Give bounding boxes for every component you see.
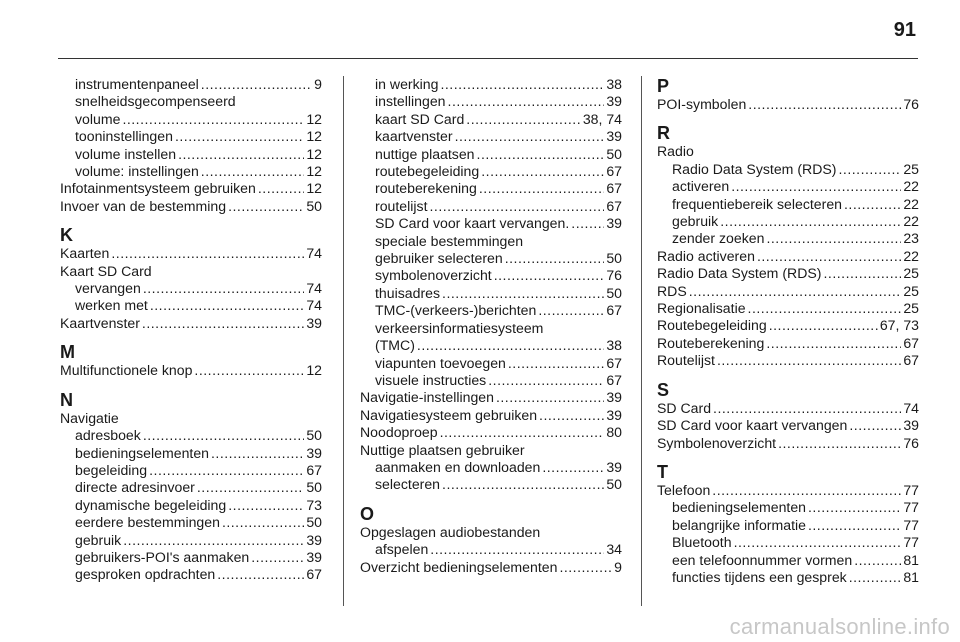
index-entry xyxy=(657,552,919,569)
dot-leader xyxy=(197,479,304,496)
index-letter-heading: O xyxy=(360,503,375,524)
index-entry xyxy=(657,248,919,265)
watermark: carmanualsonline.info xyxy=(729,614,950,639)
index-term: Kaartvenster xyxy=(60,314,140,331)
index-term: een telefoonnummer vormen xyxy=(672,551,853,568)
page-reference[interactable]: 39 xyxy=(606,93,622,110)
index-term: belangrijke informatie xyxy=(672,516,806,533)
index-term: Routeberekening xyxy=(657,334,765,351)
index-term: symbolenoverzicht xyxy=(375,267,492,284)
dot-leader xyxy=(713,400,901,417)
index-term: gebruik xyxy=(672,213,719,230)
page-reference[interactable]: 76 xyxy=(903,434,919,451)
dot-leader xyxy=(258,180,304,197)
page-reference[interactable]: 22 xyxy=(903,247,919,264)
index-entry xyxy=(657,196,919,213)
page-reference[interactable]: 50 xyxy=(606,145,622,162)
index-term: visuele instructies xyxy=(375,371,487,388)
index-entry xyxy=(60,76,322,93)
index-column-3 xyxy=(657,76,919,586)
index-letter-heading: R xyxy=(657,123,670,144)
index-entry xyxy=(60,315,322,332)
index-letter-heading: S xyxy=(657,379,670,400)
index-term: Radio Data System (RDS) xyxy=(672,160,837,177)
index-entry xyxy=(657,499,919,516)
dot-leader xyxy=(466,111,581,128)
index-entry xyxy=(657,534,919,551)
page-reference[interactable]: 25 xyxy=(903,265,919,282)
index-column-1 xyxy=(60,76,322,584)
index-entry xyxy=(657,352,919,369)
index-entry xyxy=(657,435,919,452)
page-reference[interactable]: 50 xyxy=(306,427,322,444)
page-reference[interactable]: 38 xyxy=(606,337,622,354)
index-term: routelijst xyxy=(375,197,428,214)
column-divider xyxy=(343,76,344,606)
index-entry xyxy=(657,317,919,334)
dot-leader xyxy=(808,499,901,516)
index-entry xyxy=(360,111,622,128)
index-entry xyxy=(60,163,322,180)
page-reference[interactable]: 77 xyxy=(903,499,919,516)
page-reference[interactable]: 9 xyxy=(314,76,322,92)
dot-leader xyxy=(440,76,604,93)
dot-leader xyxy=(430,541,604,558)
index-term: bedieningselementen xyxy=(672,499,806,516)
index-term: Kaarten xyxy=(60,245,110,262)
page-reference[interactable]: 74 xyxy=(306,245,322,262)
index-entry-text: Radio xyxy=(657,143,694,160)
index-term: gebruiker selecteren xyxy=(375,250,503,267)
dot-leader xyxy=(429,198,604,215)
index-letter-heading: K xyxy=(60,225,73,246)
index-term: Routelijst xyxy=(657,352,715,369)
page-reference[interactable]: 12 xyxy=(306,180,322,197)
index-term: volume: instellingen xyxy=(75,163,199,180)
index-entry xyxy=(360,267,622,284)
dot-leader xyxy=(440,424,605,441)
page-reference[interactable]: 77 xyxy=(903,534,919,551)
index-entry xyxy=(360,337,622,354)
index-term: volume instellen xyxy=(75,145,177,162)
page-reference[interactable]: 50 xyxy=(306,479,322,496)
index-entry xyxy=(360,302,622,319)
index-term: werken met xyxy=(75,297,148,314)
index-entry xyxy=(657,335,919,352)
index-entry xyxy=(657,161,919,178)
index-term: gebruikers-POI's aanmaken xyxy=(75,548,250,565)
dot-leader xyxy=(496,389,604,406)
page-reference[interactable]: 81 xyxy=(903,568,919,585)
dot-leader xyxy=(488,372,604,389)
index-term: kaartvenster xyxy=(375,128,453,145)
index-term: Radio activeren xyxy=(657,247,755,264)
dot-leader xyxy=(194,362,304,379)
page-reference[interactable]: 81 xyxy=(903,551,919,568)
page-reference[interactable]: 23 xyxy=(903,230,919,247)
dot-leader xyxy=(766,335,901,352)
index-entry xyxy=(657,96,919,113)
page-reference[interactable]: 22 xyxy=(903,213,919,230)
page-reference[interactable]: 39 xyxy=(306,314,322,331)
dot-leader xyxy=(442,285,604,302)
index-entry xyxy=(360,180,622,197)
page-reference[interactable]: 67 xyxy=(606,180,622,197)
dot-leader xyxy=(748,300,902,317)
page-reference[interactable]: 39 xyxy=(306,531,322,548)
dot-leader xyxy=(844,196,901,213)
index-term: zender zoeken xyxy=(672,230,765,247)
index-term: Routebegeleiding xyxy=(657,317,767,334)
index-term: selecteren xyxy=(375,476,441,493)
index-entry-text: Navigatie xyxy=(60,409,119,426)
index-entry xyxy=(60,297,322,314)
dot-leader xyxy=(251,549,304,566)
page-reference[interactable]: 12 xyxy=(306,362,322,379)
index-entry xyxy=(360,372,622,389)
page-reference[interactable]: 12 xyxy=(306,163,322,180)
index-entry xyxy=(657,400,919,417)
index-term: gesproken opdrachten xyxy=(75,566,216,583)
dot-leader xyxy=(442,476,604,493)
page-reference[interactable]: 67 xyxy=(903,352,919,369)
index-entry xyxy=(60,427,322,444)
index-term: RDS xyxy=(657,282,687,299)
index-entry-text: verkeersinformatiesysteem xyxy=(375,319,544,336)
page-reference[interactable]: 12 xyxy=(306,145,322,162)
index-entry xyxy=(360,389,622,406)
index-term: Bluetooth xyxy=(672,534,732,551)
index-term: Navigatiesysteem gebruiken xyxy=(360,406,538,423)
index-term: SD Card xyxy=(657,399,712,416)
dot-leader xyxy=(731,178,901,195)
index-term: (TMC) xyxy=(375,337,415,354)
index-term: TMC-(verkeers-)berichten xyxy=(375,302,537,319)
dot-leader xyxy=(494,267,605,284)
page-reference[interactable]: 67 xyxy=(606,163,622,180)
page-reference[interactable]: 50 xyxy=(306,197,322,214)
index-entry xyxy=(60,549,322,566)
dot-leader xyxy=(838,161,901,178)
index-entry xyxy=(657,517,919,534)
dot-leader xyxy=(178,146,304,163)
index-term: Telefoon xyxy=(657,481,711,498)
column-divider xyxy=(641,76,642,606)
index-letter-heading: M xyxy=(60,342,75,363)
index-entry xyxy=(60,362,322,379)
index-entry xyxy=(360,76,622,93)
index-term: thuisadres xyxy=(375,284,441,301)
page-reference[interactable]: 39 xyxy=(606,128,622,145)
index-entry xyxy=(360,146,622,163)
dot-leader xyxy=(778,435,901,452)
dot-leader xyxy=(849,569,902,586)
page-reference[interactable]: 50 xyxy=(606,250,622,267)
dot-leader xyxy=(769,317,878,334)
index-term: bedieningselementen xyxy=(75,444,209,461)
index-entry xyxy=(360,198,622,215)
index-term: Multifunctionele knop xyxy=(60,362,193,379)
index-term: eerdere bestemmingen xyxy=(75,514,220,531)
dot-leader xyxy=(854,552,901,569)
dot-leader xyxy=(734,534,902,551)
page-number: 91 xyxy=(893,19,916,41)
page-reference[interactable]: 67 xyxy=(606,354,622,371)
index-entry xyxy=(60,462,322,479)
page-reference[interactable]: 77 xyxy=(903,516,919,533)
page-reference[interactable]: 67 xyxy=(606,302,622,319)
header-rule xyxy=(58,58,918,59)
page-reference[interactable]: 25 xyxy=(903,300,919,317)
dot-leader xyxy=(766,230,901,247)
index-term: activeren xyxy=(672,178,730,195)
page-reference[interactable]: 38, 74 xyxy=(582,110,622,127)
dot-leader xyxy=(689,283,902,300)
page-reference[interactable]: 25 xyxy=(903,160,919,177)
dot-leader xyxy=(175,128,304,145)
dot-leader xyxy=(211,445,304,462)
dot-leader xyxy=(481,163,604,180)
index-entry xyxy=(360,559,622,576)
dot-leader xyxy=(201,76,312,93)
dot-leader xyxy=(149,462,304,479)
page-reference[interactable]: 67 xyxy=(306,461,322,478)
index-term: viapunten toevoegen xyxy=(375,354,506,371)
index-entry xyxy=(657,213,919,230)
index-entry xyxy=(360,163,622,180)
page-reference[interactable]: 39 xyxy=(903,417,919,434)
dot-leader xyxy=(823,265,901,282)
index-entry xyxy=(60,280,322,297)
index-entry xyxy=(360,128,622,145)
index-term: kaart SD Card xyxy=(375,110,465,127)
index-entry xyxy=(360,459,622,476)
index-entry xyxy=(360,424,622,441)
index-entry xyxy=(60,497,322,514)
dot-leader xyxy=(757,248,901,265)
index-term: aanmaken en downloaden xyxy=(375,458,541,475)
dot-leader xyxy=(748,96,901,113)
index-entry xyxy=(60,128,322,145)
page-reference[interactable]: 9 xyxy=(614,558,622,575)
index-entry-text: Nuttige plaatsen gebruiker xyxy=(360,441,525,458)
index-column-2 xyxy=(360,76,622,576)
page-reference[interactable]: 22 xyxy=(903,178,919,195)
dot-leader xyxy=(123,532,304,549)
index-term: instrumentenpaneel xyxy=(75,76,199,92)
dot-leader xyxy=(849,417,901,434)
index-entry xyxy=(657,569,919,586)
dot-leader xyxy=(222,514,304,531)
page-reference[interactable]: 73 xyxy=(306,496,322,513)
dot-leader xyxy=(143,280,304,297)
index-entry xyxy=(657,300,919,317)
index-entry xyxy=(360,215,622,232)
page-reference[interactable]: 50 xyxy=(306,514,322,531)
index-term: Overzicht bedieningselementen xyxy=(360,558,558,575)
page-reference[interactable]: 39 xyxy=(606,215,622,232)
dot-leader xyxy=(417,337,604,354)
page-reference[interactable]: 67, 73 xyxy=(879,317,919,334)
index-entry xyxy=(60,479,322,496)
index-term: SD Card voor kaart vervangen xyxy=(657,417,848,434)
index-entry xyxy=(60,532,322,549)
index-term: in werking xyxy=(375,76,439,92)
dot-leader xyxy=(122,111,304,128)
index-term: nuttige plaatsen xyxy=(375,145,475,162)
page-reference[interactable]: 67 xyxy=(606,371,622,388)
page-reference[interactable]: 76 xyxy=(903,96,919,112)
page-reference[interactable]: 39 xyxy=(306,548,322,565)
index-term: routebegeleiding xyxy=(375,163,480,180)
page-reference[interactable]: 74 xyxy=(306,280,322,297)
index-entry xyxy=(60,245,322,262)
dot-leader xyxy=(217,566,304,583)
dot-leader xyxy=(542,459,604,476)
page-reference[interactable]: 50 xyxy=(606,284,622,301)
page-reference[interactable]: 67 xyxy=(606,197,622,214)
dot-leader xyxy=(228,198,304,215)
index-term: routeberekening xyxy=(375,180,477,197)
index-term: vervangen xyxy=(75,280,141,297)
index-term: begeleiding xyxy=(75,461,148,478)
index-entry xyxy=(360,250,622,267)
page-reference[interactable]: 39 xyxy=(606,389,622,406)
index-entry xyxy=(360,541,622,558)
page-reference[interactable]: 25 xyxy=(903,282,919,299)
index-entry xyxy=(360,285,622,302)
page-reference[interactable]: 67 xyxy=(903,334,919,351)
index-entry xyxy=(60,198,322,215)
dot-leader xyxy=(150,297,304,314)
index-letter-heading: T xyxy=(657,461,668,482)
dot-leader xyxy=(717,352,901,369)
page-reference[interactable]: 77 xyxy=(903,481,919,498)
page-reference[interactable]: 74 xyxy=(903,399,919,416)
index-entry xyxy=(60,146,322,163)
index-term: Symbolenoverzicht xyxy=(657,434,777,451)
dot-leader xyxy=(201,163,305,180)
page-reference[interactable]: 67 xyxy=(306,566,322,583)
index-entry-text: snelheidsgecompenseerd xyxy=(75,93,236,110)
index-entry xyxy=(657,417,919,434)
dot-leader xyxy=(479,180,604,197)
page-reference[interactable]: 34 xyxy=(606,541,622,558)
page-reference[interactable]: 12 xyxy=(306,110,322,127)
dot-leader xyxy=(505,250,605,267)
index-term: directe adresinvoer xyxy=(75,479,195,496)
dot-leader xyxy=(455,128,605,145)
index-entry xyxy=(657,482,919,499)
page-reference[interactable]: 76 xyxy=(606,267,622,284)
index-entry xyxy=(360,93,622,110)
index-entry xyxy=(60,111,322,128)
index-term: frequentiebereik selecteren xyxy=(672,195,843,212)
page-reference[interactable]: 50 xyxy=(606,476,622,493)
index-entry xyxy=(657,265,919,282)
index-term: SD Card voor kaart vervangen. xyxy=(375,215,570,232)
index-term: Noodoproep xyxy=(360,424,438,441)
index-term: gebruik xyxy=(75,531,122,548)
index-term: functies tijdens een gesprek xyxy=(672,568,847,585)
index-term: Radio Data System (RDS) xyxy=(657,265,822,282)
dot-leader xyxy=(712,482,901,499)
dot-leader xyxy=(539,407,604,424)
index-entry xyxy=(60,445,322,462)
dot-leader xyxy=(228,497,304,514)
page-reference[interactable]: 12 xyxy=(306,128,322,145)
index-term: tooninstellingen xyxy=(75,128,173,145)
index-entry-text: Kaart SD Card xyxy=(60,262,152,279)
index-entry xyxy=(657,178,919,195)
dot-leader xyxy=(808,517,901,534)
index-letter-heading: P xyxy=(657,76,670,96)
index-entry xyxy=(360,407,622,424)
index-term: instellingen xyxy=(375,93,446,110)
index-entry-text: speciale bestemmingen xyxy=(375,232,524,249)
index-term: POI-symbolen xyxy=(657,96,747,112)
index-entry xyxy=(60,566,322,583)
index-term: volume xyxy=(75,110,121,127)
page-reference[interactable]: 74 xyxy=(306,297,322,314)
index-entry xyxy=(657,283,919,300)
index-entry xyxy=(360,355,622,372)
index-term: Regionalisatie xyxy=(657,300,746,317)
dot-leader xyxy=(720,213,901,230)
dot-leader xyxy=(448,93,605,110)
page-reference[interactable]: 22 xyxy=(903,195,919,212)
index-term: dynamische begeleiding xyxy=(75,496,227,513)
index-term: Invoer van de bestemming xyxy=(60,197,227,214)
page-reference[interactable]: 39 xyxy=(606,458,622,475)
dot-leader xyxy=(111,245,304,262)
index-term: Infotainmentsysteem gebruiken xyxy=(60,180,256,197)
index-entry xyxy=(657,230,919,247)
page-reference[interactable]: 38 xyxy=(606,76,622,92)
page-reference[interactable]: 80 xyxy=(606,424,622,441)
index-entry-text: Opgeslagen audiobestanden xyxy=(360,523,541,540)
index-term: adresboek xyxy=(75,427,141,444)
index-letter-heading: N xyxy=(60,389,73,410)
dot-leader xyxy=(559,559,612,576)
dot-leader xyxy=(571,215,604,232)
page-reference[interactable]: 39 xyxy=(606,406,622,423)
index-term: Navigatie-instellingen xyxy=(360,389,494,406)
dot-leader xyxy=(538,302,604,319)
index-entry xyxy=(60,180,322,197)
page-reference[interactable]: 39 xyxy=(306,444,322,461)
dot-leader xyxy=(508,355,604,372)
index-term: afspelen xyxy=(375,541,429,558)
dot-leader xyxy=(143,427,304,444)
dot-leader xyxy=(477,146,605,163)
index-entry xyxy=(60,514,322,531)
dot-leader xyxy=(142,315,304,332)
index-entry xyxy=(360,476,622,493)
